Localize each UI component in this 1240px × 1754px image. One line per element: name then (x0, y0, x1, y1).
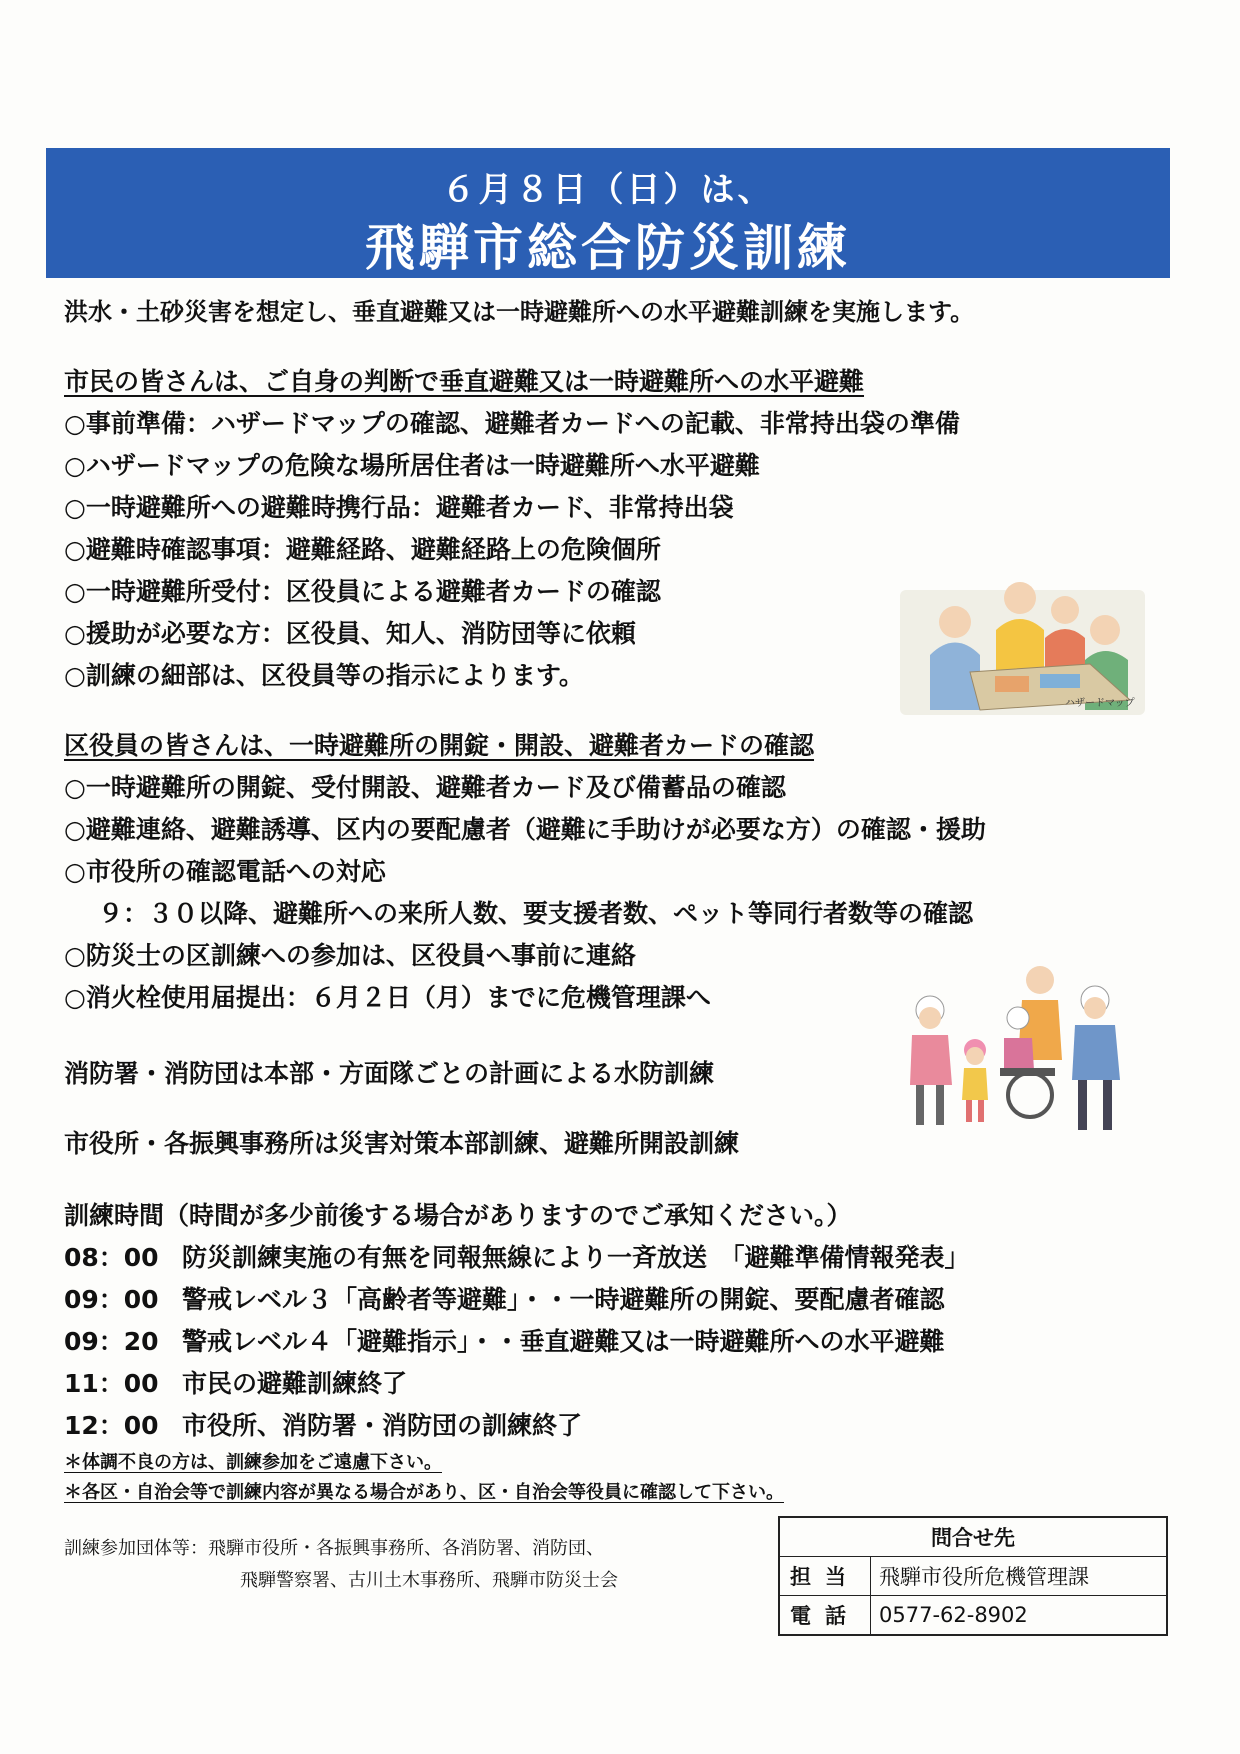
participants-line2: 飛騨警察署、古川土木事務所、飛騨市防災士会 (240, 1570, 618, 1591)
citizens-heading: 市民の皆さんは、ご自身の判断で垂直避難又は一時避難所への水平避難 (64, 367, 865, 396)
schedule-row (64, 1406, 582, 1442)
officers-subitem: ９：３０以降、避難所への来所人数、要支援者数、ペット等同行者数等の確認 (98, 899, 974, 928)
contact-heading: 問合せ先 (779, 1517, 1167, 1557)
schedule-text: 警戒レベル４「避難指示」・・垂直避難又は一時避難所への水平避難 (182, 1327, 945, 1356)
officers-item: ○防災士の区訓練への参加は、区役員へ事前に連絡 (64, 941, 636, 970)
officers-item: ○避難連絡、避難誘導、区内の要配慮者（避難に手助けが必要な方）の確認・援助 (64, 815, 986, 844)
schedule-text: 防災訓練実施の有無を同報無線により一斉放送 「避難準備情報発表」 (182, 1243, 970, 1272)
cityhall-text: 市役所・各振興事務所は災害対策本部訓練、避難所開設訓練 (64, 1129, 740, 1158)
contact-department: 飛騨市役所危機管理課 (871, 1557, 1168, 1596)
citizens-item: ○ハザードマップの危険な場所居住者は一時避難所へ水平避難 (64, 451, 760, 480)
citizens-item: ○一時避難所への避難時携行品：避難者カード、非常持出袋 (64, 493, 734, 522)
citizens-item: ○一時避難所受付：区役員による避難者カードの確認 (64, 577, 661, 606)
schedule-row (64, 1280, 945, 1316)
schedule-time: 08：00 (64, 1243, 159, 1272)
officers-heading: 区役員の皆さんは、一時避難所の開錠・開設、避難者カードの確認 (64, 731, 815, 760)
schedule-row (64, 1238, 970, 1274)
officers-item: ○一時避難所の開錠、受付開設、避難者カード及び備蓄品の確認 (64, 773, 786, 802)
schedule-time: 09：20 (64, 1327, 159, 1356)
evacuation-illustration (900, 960, 1150, 1140)
schedule-heading: 訓練時間（時間が多少前後する場合がありますのでご承知ください。） (64, 1201, 852, 1230)
family-hazard-map-illustration (900, 560, 1150, 720)
participants-line1: 訓練参加団体等：飛騨市役所・各振興事務所、各消防署、消防団、 (64, 1538, 604, 1559)
schedule-time: 12：00 (64, 1411, 159, 1440)
officers-item: ○消火栓使用届提出：６月２日（月）までに危機管理課へ (64, 983, 711, 1012)
event-title: 飛騨市総合防災訓練 (365, 219, 851, 277)
schedule-row (64, 1322, 945, 1358)
schedule-time: 09：00 (64, 1285, 159, 1314)
fire-dept-text: 消防署・消防団は本部・方面隊ごとの計画による水防訓練 (64, 1059, 715, 1088)
schedule-text: 市役所、消防署・消防団の訓練終了 (182, 1411, 583, 1440)
contact-phone: 0577-62-8902 (871, 1596, 1168, 1636)
citizens-item: ○事前準備：ハザードマップの確認、避難者カードへの記載、非常持出袋の準備 (64, 409, 960, 438)
note-health: ＊体調不良の方は、訓練参加をご遠慮下さい。 (64, 1452, 442, 1473)
title-banner (46, 148, 1170, 278)
schedule-time: 11：00 (64, 1369, 159, 1398)
citizens-item: ○訓練の細部は、区役員等の指示によります。 (64, 661, 584, 690)
citizens-item: ○避難時確認事項：避難経路、避難経路上の危険個所 (64, 535, 661, 564)
note-local: ＊各区・自治会等で訓練内容が異なる場合があり、区・自治会等役員に確認して下さい。 (64, 1482, 784, 1503)
contact-label-person: 担当 (779, 1557, 871, 1596)
schedule-text: 市民の避難訓練終了 (182, 1369, 408, 1398)
schedule-text: 警戒レベル３「高齢者等避難」・・一時避難所の開錠、要配慮者確認 (182, 1285, 945, 1314)
officers-item: ○市役所の確認電話への対応 (64, 857, 386, 886)
contact-label-phone: 電話 (779, 1596, 871, 1636)
contact-box (778, 1516, 1168, 1636)
citizens-item: ○援助が必要な方：区役員、知人、消防団等に依頼 (64, 619, 636, 648)
intro-text: 洪水・土砂災害を想定し、垂直避難又は一時避難所への水平避難訓練を実施します。 (64, 298, 975, 326)
event-date: ６月８日（日）は、 (441, 170, 775, 210)
hazard-map-label: ハザードマップ (1065, 698, 1135, 709)
schedule-row (64, 1364, 407, 1400)
